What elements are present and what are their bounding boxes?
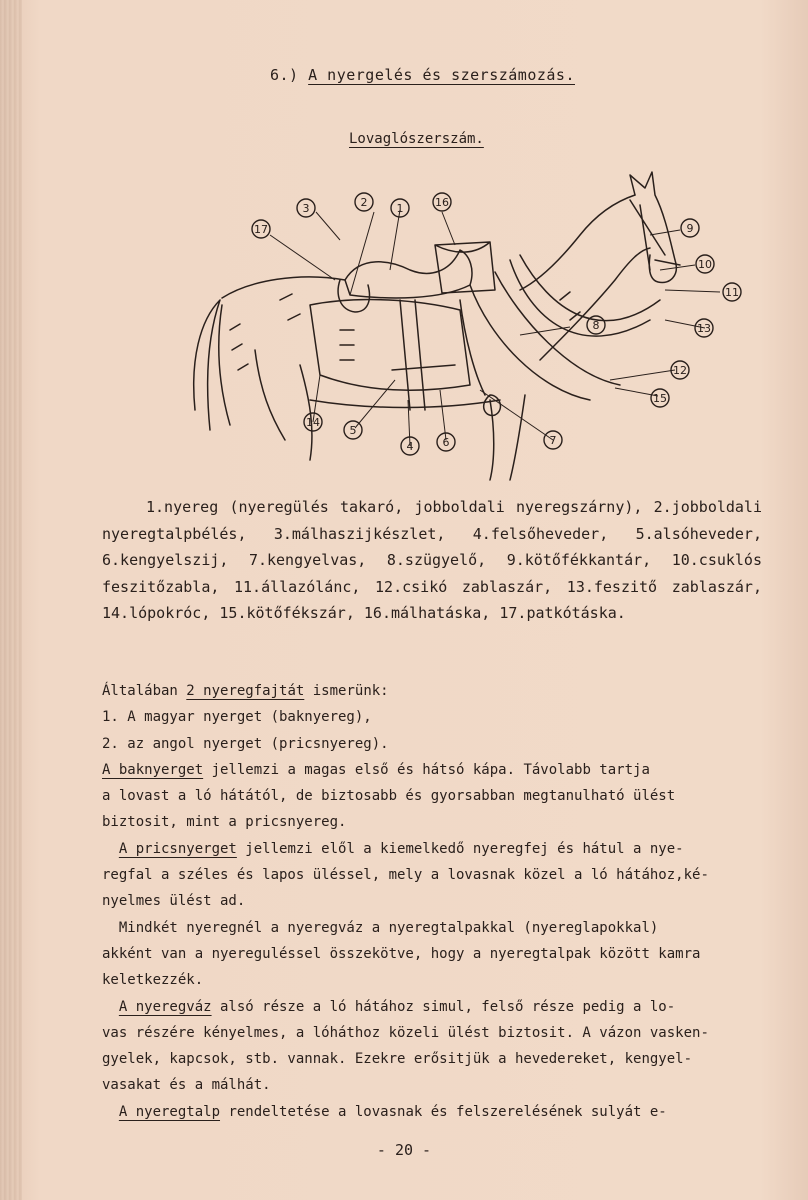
svg-text:11: 11 <box>725 286 739 299</box>
svg-text:14: 14 <box>306 416 320 429</box>
section-number: 6.) <box>270 66 299 84</box>
svg-text:2: 2 <box>360 196 368 209</box>
section-heading <box>270 66 575 84</box>
callout-2 <box>355 193 373 211</box>
svg-text:3: 3 <box>302 202 310 215</box>
text-line: biztosit, mint a pricsnyereg. <box>102 814 347 831</box>
callout-12 <box>671 361 689 379</box>
horse-saddle-drawing <box>160 160 760 485</box>
text-line: akként van a nyereguléssel összekötve, hogy a nyeregtalpak között kamra <box>102 945 701 962</box>
text-line: Mindkét nyeregnél a nyeregváz a nyeregtalpakkal (nyereglapokkal) <box>102 919 659 936</box>
svg-text:8: 8 <box>592 319 600 332</box>
svg-text:7: 7 <box>549 434 557 447</box>
text-line: a lovast a ló hátától, de biztosabb és gyorsabban megtanulható ülést <box>102 788 676 805</box>
svg-text:16: 16 <box>435 196 449 209</box>
text-line: keletkezzék. <box>102 972 204 989</box>
text-line: nyelmes ülést ad. <box>102 893 246 910</box>
list-item: 2. az angol nyerget (pricsnyereg). <box>102 735 389 752</box>
svg-text:15: 15 <box>653 392 667 405</box>
callout-1 <box>391 199 409 217</box>
svg-text:4: 4 <box>406 440 414 453</box>
page-number: - 20 - <box>376 1141 432 1159</box>
callout-6 <box>437 433 455 451</box>
callout-16 <box>433 193 451 211</box>
callout-11 <box>723 283 741 301</box>
figure-legend <box>102 494 762 627</box>
callout-9 <box>681 219 699 237</box>
svg-text:6: 6 <box>442 436 450 449</box>
body-text <box>102 678 762 1125</box>
text-line: vasakat és a málhát. <box>102 1077 271 1094</box>
callout-15 <box>651 389 669 407</box>
callout-8 <box>587 316 605 334</box>
text-line: gyelek, kapcsok, stb. vannak. Ezekre erősitjük a hevedereket, kengyel- <box>102 1051 693 1068</box>
text-line: regfal a széles és lapos üléssel, mely a lovasnak közel a ló hátához,ké- <box>102 867 709 884</box>
legend-text: 1.nyereg (nyeregülés takaró, jobboldali nyeregszárny), 2.jobboldali nyeregtalpbélés, 3.málhaszijkészlet, 4.felsőheveder, 5.alsóheveder, 6.kengyelszij, 7.kengyelvas, 8.szügyelő, 9.kötőfékkantár, 10.csuklós feszitőzabla, 11.állazólánc, 12.csikó zablaszár, 13.feszitő zablaszár, 14.lópokróc, 15.kötőfékszár, 16.málhatáska, 17.patkótáska. <box>102 498 762 622</box>
figure-title: Lovaglószerszám. <box>349 131 484 147</box>
svg-text:10: 10 <box>698 258 712 271</box>
text-line: Általában 2 nyeregfajtát ismerünk: <box>102 683 389 699</box>
callout-13 <box>695 319 713 337</box>
text-line: A nyeregváz alsó része a ló hátához simul, felső része pedig a lo- <box>118 998 676 1015</box>
section-title: A nyergelés és szerszámozás. <box>308 66 575 84</box>
svg-text:13: 13 <box>697 322 711 335</box>
svg-text:9: 9 <box>686 222 694 235</box>
text-line: A pricsnyerget jellemzi elől a kiemelkedő nyeregfej és hátul a nye- <box>118 840 684 857</box>
text-line: A nyeregtalp rendeltetése a lovasnak és felszerelésének sulyát e- <box>118 1103 667 1120</box>
page-edge <box>0 0 22 1200</box>
svg-text:17: 17 <box>254 223 268 236</box>
text-line: A baknyerget jellemzi a magas első és hátsó kápa. Távolabb tartja <box>102 761 650 778</box>
callout-14 <box>304 413 322 431</box>
callout-5 <box>344 421 362 439</box>
svg-text:5: 5 <box>349 424 357 437</box>
callout-17 <box>252 220 270 238</box>
list-item: 1. A magyar nyerget (baknyereg), <box>102 709 372 726</box>
text-line: vas részére kényelmes, a lóháthoz közeli ülést biztosit. A vázon vasken- <box>102 1024 709 1041</box>
callout-10 <box>696 255 714 273</box>
callout-4 <box>401 437 419 455</box>
callout-7 <box>544 431 562 449</box>
svg-text:1: 1 <box>396 202 404 215</box>
saddle-illustration <box>160 160 760 485</box>
callout-3 <box>297 199 315 217</box>
svg-text:12: 12 <box>673 364 687 377</box>
